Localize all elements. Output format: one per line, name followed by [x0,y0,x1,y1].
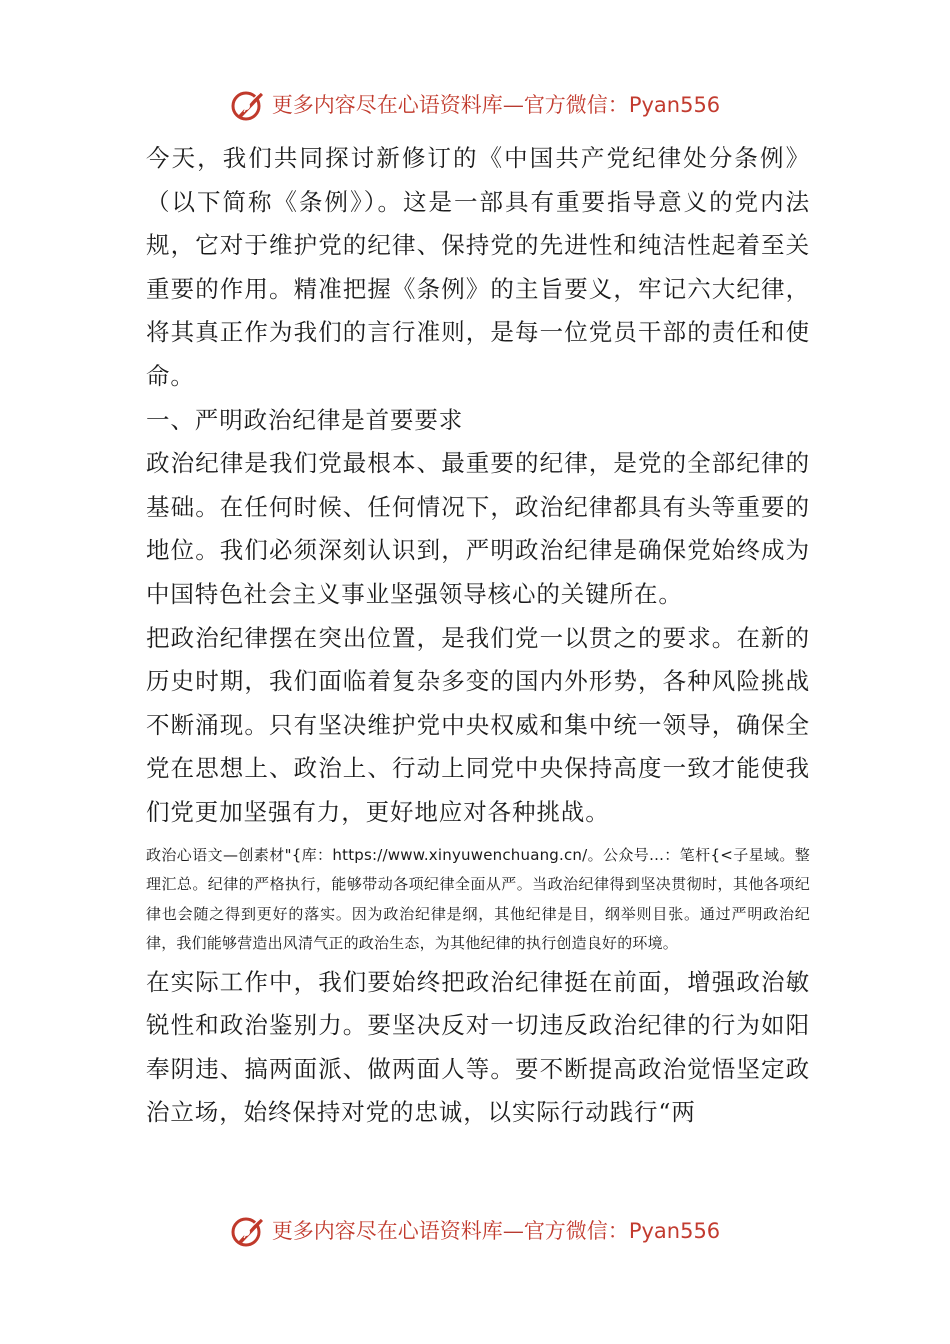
banner-prefix: 更多内容尽在心语资料库 [271,93,503,117]
paragraph-intro: 今天，我们共同探讨新修订的《中国共产党纪律处分条例》（以下简称《条例》）。这是一部具有重要指导意义的党内法规，它对于维护党的纪律、保持党的先进性和纯洁性起着至关重要的作用。精准把握《条例》的主旨要义，牢记六大纪律，将其真正作为我们的言行准则，是每一位党员干部的责任和使命。 [146,144,810,390]
banner-label: 官方微信： [523,1219,629,1243]
footer-banner [0,1208,950,1252]
quill-logo-icon [230,1212,266,1248]
banner-content [230,86,720,122]
banner-text [272,1215,720,1245]
banner-account: Pyan556 [628,93,721,117]
paragraph-source-note: 政治心语文—创素材"{库：https://www.xinyuwenchuang.cn/。公众号...：笔杆{<子星域。整理汇总。纪律的严格执行，能够带动各项纪律全面从严。当政治纪律得到坚决贯彻时，其他各项纪律也会随之得到更好的落实。因为政治纪律是纲，其他纪律是目，纲举则目张。通过严明政治纪律，我们能够营造出风清气正的政治生态，为其他纪律的执行创造良好的环境。 [146,845,810,952]
header-banner [0,82,950,126]
banner-text [272,89,720,119]
paragraph-political-discipline: 政治纪律是我们党最根本、最重要的纪律，是党的全部纪律的基础。在任何时候、任何情况下，政治纪律都具有头等重要的地位。我们必须深刻认识到，严明政治纪律是确保党始终成为中国特色社会主义事业坚强领导核心的关键所在。 [146,449,810,608]
banner-content [230,1212,720,1248]
section-heading: 一、严明政治纪律是首要要求 [146,405,464,434]
paragraph-priority: 把政治纪律摆在突出位置，是我们党一以贯之的要求。在新的历史时期，我们面临着复杂多变的国内外形势，各种风险挑战不断涌现。只有坚决维护党中央权威和集中统一领导，确保全党在思想上、政治上、行动上同党中央保持高度一致才能使我们党更加坚强有力，更好地应对各种挑战。 [146,623,810,826]
banner-prefix: 更多内容尽在心语资料库 [271,1219,503,1243]
paragraph-practice: 在实际工作中，我们要始终把政治纪律挺在前面，增强政治敏锐性和政治鉴别力。要坚决反对一切违反政治纪律的行为如阳奉阴违、搞两面派、做两面人等。要不断提高政治觉悟坚定政治立场，始终保持对党的忠诚，以实际行动践行“两 [146,967,810,1127]
banner-dash: — [502,1219,524,1243]
banner-dash: — [502,93,524,117]
document-body [146,137,810,1135]
banner-label: 官方微信： [523,93,629,117]
banner-account: Pyan556 [628,1219,721,1243]
quill-logo-icon [230,86,266,122]
